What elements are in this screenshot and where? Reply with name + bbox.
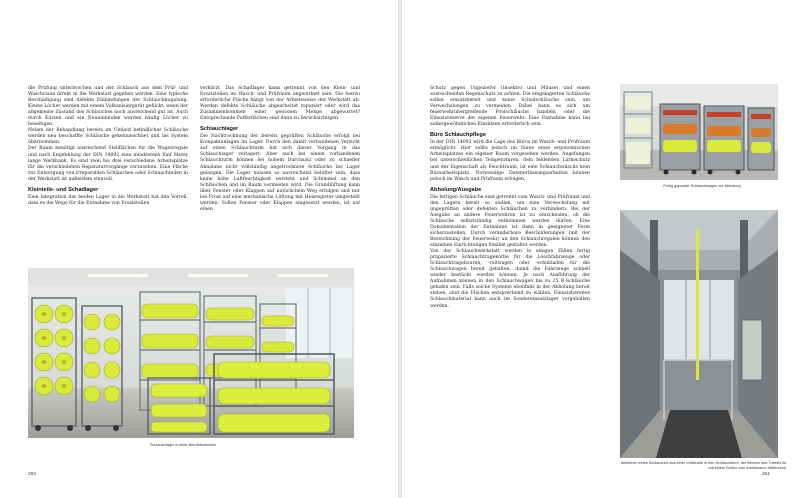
paragraph: Neben der Behandlung bereits im Umlauf befindlicher Schläuche werden neu beschaffte Schläuche gekennzeichnet und ins System übernommen. [28, 128, 188, 146]
section-heading-abholung: Abholung/Ausgabe [430, 186, 482, 193]
paragraph: Der Raum benötigt ausreichend Stellflächen für die Wagenregale und nach Empfehlung der DIN 14092 eine mindestens fünf Meter lange Werkbank. Es sind zwei bis drei verschiedene Arbeitsplätze für die verschiedenen Reparaturvorgänge vorzusehen. Eine Fläche zur Entsorgung von irreparablen Schläuchen oder Schlauchteilen in der Werkstatt ist außerdem sinnvoll. [28, 146, 188, 182]
left-page [0, 0, 398, 498]
paragraph: Schutz gegen Ungeziefer (Insektro und Mäuse) und einen ausreichenden Regenschutz zu achten. Die eingelagerten Schläuche sollen einsatzbereit und keine Schadschläuche sein, um Verwechslungen zu vermeiden. Dabei kann es sich um feuerwehrübergreifende Poolschläuche handeln oder die Einsatzreserve der eigenen Feuerwehr. Eine Entnahme kann bei außergewöhnlichen Einsätzen erforderlich sein. [430, 86, 590, 128]
hose-storage-illustration [28, 268, 354, 438]
page-number-left: 250 [28, 472, 37, 477]
photo-caption: Schlauchlager in einer Berufsfeuerwehr [150, 443, 217, 447]
hose-carts-photo [620, 84, 778, 180]
page-number-right: 251 [762, 472, 771, 477]
paragraph: Von der Schlauchwerkstatt werden in einigen Fällen fertig präparierte Schlauchtragekörbe für die Löschfahrzeuge oder Schlauchtragebouren, -roltwagen oder -schubladen für die Schlauchwagen bereit gehalten, damit die Fahrzeuge schnell wieder bestückt werden können. Je nach Ausführung der Aufnahmen können in den Schlauchwagen bis zu 25 B-Schläuche geladen sein. Falls solche Systeme ebenfalls in der Abholung bereit stehen, sind die Flächen entsprechend zu wählen. Einsatzbereites Schlauchmaterial kann auch im Sondereinsatzlager vorgehalten werden. [430, 249, 590, 309]
left-column-1 [28, 86, 188, 207]
paragraph: verkürzt. Das Schadlager kann getrennt von den Klein- und Ersatzteilen im Wasch- und Prüfraum angeordnet sein. Die hierzu erforderliche Fläche hängt von der Arbeitsweise der Werkstatt ab: Werden defekte Schläuche abgearbeitet repariert oder wird das Zusammenkommen einer gewissen Menge abgewartet? Entsprechende Pufferflächen sind dann zu berücksichtigen. [200, 86, 360, 122]
right-page [402, 0, 800, 498]
paragraph: Die Nachtrocknung der bereits geprüften Schläuche erfolgt bei Kompaktanlagen im Lager. Durch den damit verbundenen Verzicht auf einen Schlauchturm hat sich dieser Vorgang in das Schlauchlager verlagert. Aber auch bei einem vorhandenen Schlauchturm können bei hohem Durchsatz oder zu schneller Abnahme nicht vollständig abgetrocknete Schläuche ins Lager gelangen. Die Lager müssen so ausreichend belüftet sein, dass keine hohe Luftfeuchtigkeit entsteht und Schimmel an den Schläuchen und im Raum vermieden wird. Die Grundlüftung kann über Fenster oder Klappen auf natürlichem Weg erfolgen und nur bei Frost auf eine mechanische Lüftung mit Heizregister umgestellt werden. Sollen Fenster oder Klappen eingesetzt werden, ist auf einen [200, 134, 360, 212]
section-heading-schlauchlager: Schlauchlager [200, 126, 239, 133]
section-heading-kleinteile: Kleinteile- und Schadlager [28, 186, 99, 193]
left-column-2 [200, 86, 360, 213]
hose-tower-photo [620, 210, 778, 458]
photo-caption: Aufziehen eines Schlauches aus einer Vollstraße in den Schlauchturm, der Bereich des Turmes ist mit einem Rolltor vom Arbeitsraum abtrennbar [620, 461, 786, 470]
paragraph: Eine Integration der beiden Lager in die Werkstatt hat den Vorteil, dass es die Wege für die Entnahme von Ersatzteilen [28, 194, 188, 206]
hose-carts-illustration [620, 84, 778, 180]
hose-storage-photo [28, 268, 354, 438]
photo-caption: Fertig gepackte Schlauchwagen zur Abholung [663, 184, 741, 188]
right-column-1 [430, 86, 590, 310]
paragraph: In der DIN 14092 wird die Lage des Büros im Wasch- und Prüfraum ermöglicht. Hier sollte jedoch im Sinne eines ergonomischen Arbeitsplatzes ein eigener Raum vorgesehen werden. Angefangen bei unterschiedlichen Temperaturen, dem fehlenden Lärmschutz und der Eigenschaft als Feuchtraum, ist eine Schlauchwäsche kein Büroarbeitsplatz. Notwendige Datenerfassungsarbeiten können jedoch im Wasch und Prüfraum erfolgen. [430, 140, 590, 182]
section-heading-buero: Büro Schlauchpflege [430, 132, 486, 139]
paragraph: die Prüfung unterbrochen und der Schlauch aus dem Prüf- und Waschraum direkt in die Werkstatt gegeben werden. Eine typische Beschädigung sind defekte Einbindungen der Schlauchkupplung. Kleine Löcher werden mit einem Vulkanisiergerät geflickt, wenn der allgemeine Zustand des Schlauches noch ausreichend gut ist. Auch durch Kürzen und ein Neueinbinden werden häufig Löcher zu beseitigen. [28, 86, 188, 128]
paragraph: Die fertigen Schläuche sind getrennt vom Wasch- und Prüfraum und den Lagern bereit zu stellen, um eine Verwechslung mit ungeprüften oder defekten Schläuchen zu verhindern. Bei der Ausgabe an andere Feuerwehren ist zu entscheiden, ob die Schläuche selbstständig entnommen werden dürfen. Eine Dokumentation der Entnahme ist dann in geeigneter Form sicherzustellen. Durch veränderbare Beschilderungen (mit der Bezeichnung der Feuerwehr) an den Schlauchregalen können den einzelnen Einrichtungen flexibel gestaltet werden. [430, 194, 590, 249]
hose-tower-illustration [620, 210, 778, 458]
